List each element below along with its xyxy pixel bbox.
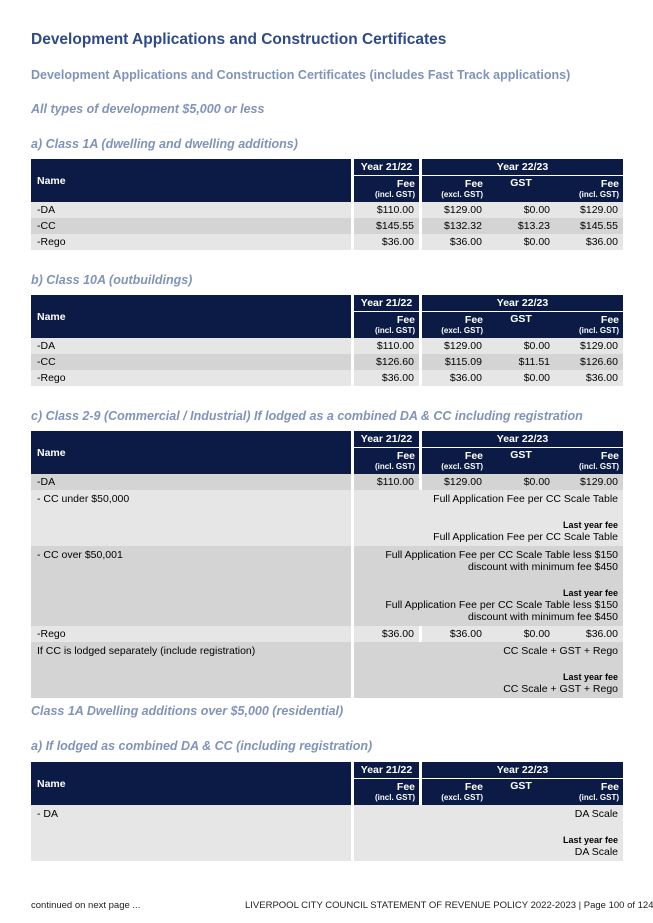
fee-prev: $110.00: [351, 474, 419, 490]
fee-last-year-text: Full Application Fee per CC Scale Table: [433, 531, 618, 543]
fee-description: [351, 490, 623, 546]
fee-gst: $0.00: [487, 202, 555, 218]
fee-gst: $0.00: [487, 234, 555, 250]
section-heading-all-types: All types of development $5,000 or less: [31, 102, 265, 116]
header-name: Name: [37, 446, 66, 459]
footer-continued: continued on next page ...: [31, 900, 141, 911]
table-c: [31, 431, 623, 698]
last-year-fee-label: Last year fee: [562, 835, 618, 845]
fee-incl: $36.00: [555, 626, 623, 642]
row-name: If CC is lodged separately (include registration): [31, 642, 351, 698]
row-name: -DA: [31, 202, 351, 218]
header-name: Name: [37, 310, 66, 323]
last-year-fee-label: Last year fee: [562, 520, 618, 530]
table-row: [31, 546, 623, 626]
table-a-heading: a) Class 1A (dwelling and dwelling additions): [31, 137, 298, 151]
fee-incl: $36.00: [555, 370, 623, 386]
table-row: [31, 202, 623, 218]
header-fee-excl: Fee: [419, 779, 487, 793]
table-row: [31, 338, 623, 354]
fee-excl: $36.00: [419, 370, 487, 386]
header-year-curr: Year 22/23: [419, 762, 623, 779]
header-gst: GST: [510, 780, 532, 792]
row-name: - CC under $50,000: [31, 490, 351, 546]
fee-incl: $145.55: [555, 218, 623, 234]
section-heading-over-5000: Class 1A Dwelling additions over $5,000 (residential): [31, 704, 344, 718]
row-name: -CC: [31, 354, 351, 370]
header-year-prev: Year 21/22: [351, 295, 419, 312]
table-row: [31, 354, 623, 370]
header-excl-gst: (excl. GST): [419, 190, 487, 202]
fee-incl: $126.60: [555, 354, 623, 370]
header-incl-gst: (incl. GST): [579, 326, 619, 335]
table-row: [31, 370, 623, 386]
header-fee-incl: Fee: [600, 450, 619, 462]
row-name: -DA: [31, 474, 351, 490]
fee-gst: $0.00: [487, 474, 555, 490]
fee-last-year-text: Full Application Fee per CC Scale Table less $150 discount with minimum fee $450: [385, 599, 618, 623]
fee-gst: $13.23: [487, 218, 555, 234]
fee-gst: $11.51: [487, 354, 555, 370]
table-d-heading: a) If lodged as combined DA & CC (including registration): [31, 739, 373, 753]
header-fee-excl: Fee: [419, 448, 487, 462]
fee-incl: $129.00: [555, 474, 623, 490]
footer-page-info: LIVERPOOL CITY COUNCIL STATEMENT OF REVENUE POLICY 2022-2023 | Page 100 of 124: [245, 900, 653, 911]
row-name: -DA: [31, 338, 351, 354]
fee-prev: $110.00: [351, 202, 419, 218]
fee-prev: $145.55: [351, 218, 419, 234]
table-row: [31, 626, 623, 642]
header-incl-gst-prev: (incl. GST): [351, 326, 419, 338]
fee-prev: $36.00: [351, 626, 419, 642]
header-fee-incl: Fee: [600, 178, 619, 190]
header-name: Name: [37, 174, 66, 187]
fee-excl: $115.09: [419, 354, 487, 370]
fee-current-text: CC Scale + GST + Rego: [503, 645, 618, 657]
fee-prev: $110.00: [351, 338, 419, 354]
header-fee-prev: Fee: [351, 448, 419, 462]
fee-description: [351, 642, 623, 698]
fee-gst: $0.00: [487, 370, 555, 386]
header-fee-prev: Fee: [351, 176, 419, 190]
table-row: [31, 805, 623, 861]
fee-prev: $126.60: [351, 354, 419, 370]
header-fee-excl: Fee: [419, 176, 487, 190]
fee-description: [351, 805, 623, 861]
row-name: -Rego: [31, 234, 351, 250]
fee-current-text: DA Scale: [574, 808, 618, 820]
fee-excl: $129.00: [419, 338, 487, 354]
table-b-heading: b) Class 10A (outbuildings): [31, 273, 193, 287]
row-name: -Rego: [31, 626, 351, 642]
fee-gst: $0.00: [487, 338, 555, 354]
table-a: [31, 159, 623, 250]
header-fee-prev: Fee: [351, 779, 419, 793]
last-year-fee-label: Last year fee: [562, 672, 618, 682]
fee-prev: $36.00: [351, 234, 419, 250]
table-c-heading: c) Class 2-9 (Commercial / Industrial) If lodged as a combined DA & CC including registration: [31, 409, 583, 423]
fee-current-text: Full Application Fee per CC Scale Table less $150 discount with minimum fee $450: [385, 549, 618, 573]
row-name: -Rego: [31, 370, 351, 386]
header-incl-gst-prev: (incl. GST): [351, 190, 419, 202]
header-excl-gst: (excl. GST): [419, 462, 487, 474]
fee-incl: $129.00: [555, 202, 623, 218]
header-gst: GST: [510, 313, 532, 325]
row-name: -CC: [31, 218, 351, 234]
table-b: [31, 295, 623, 386]
header-fee-incl: Fee: [600, 314, 619, 326]
fee-excl: $132.32: [419, 218, 487, 234]
row-name: - CC over $50,001: [31, 546, 351, 626]
fee-last-year-text: CC Scale + GST + Rego: [503, 683, 618, 695]
fee-excl: $36.00: [419, 626, 487, 642]
header-year-prev: Year 21/22: [351, 762, 419, 779]
header-gst: GST: [510, 177, 532, 189]
table-row: [31, 490, 623, 546]
page-title: Development Applications and Construction Certificates: [31, 31, 447, 48]
header-fee-prev: Fee: [351, 312, 419, 326]
fee-excl: $36.00: [419, 234, 487, 250]
header-name: Name: [37, 777, 66, 790]
fee-incl: $129.00: [555, 338, 623, 354]
table-row: [31, 234, 623, 250]
fee-last-year-text: DA Scale: [574, 846, 618, 858]
header-year-curr: Year 22/23: [419, 159, 623, 176]
header-fee-incl: Fee: [600, 781, 619, 793]
header-incl-gst-prev: (incl. GST): [351, 462, 419, 474]
row-name: - DA: [31, 805, 351, 861]
header-year-curr: Year 22/23: [419, 295, 623, 312]
table-d: [31, 762, 623, 861]
page-subtitle: Development Applications and Construction Certificates (includes Fast Track applications): [31, 68, 571, 82]
header-incl-gst-prev: (incl. GST): [351, 793, 419, 805]
header-excl-gst: (excl. GST): [419, 326, 487, 338]
last-year-fee-label: Last year fee: [562, 588, 618, 598]
header-excl-gst: (excl. GST): [419, 793, 487, 805]
header-incl-gst: (incl. GST): [579, 793, 619, 802]
fee-excl: $129.00: [419, 474, 487, 490]
header-year-prev: Year 21/22: [351, 159, 419, 176]
header-year-curr: Year 22/23: [419, 431, 623, 448]
fee-current-text: Full Application Fee per CC Scale Table: [433, 493, 618, 505]
header-incl-gst: (incl. GST): [579, 190, 619, 199]
table-row: [31, 642, 623, 698]
fee-incl: $36.00: [555, 234, 623, 250]
fee-description: [351, 546, 623, 626]
header-gst: GST: [510, 449, 532, 461]
table-row: [31, 474, 623, 490]
fee-excl: $129.00: [419, 202, 487, 218]
table-row: [31, 218, 623, 234]
header-year-prev: Year 21/22: [351, 431, 419, 448]
header-fee-excl: Fee: [419, 312, 487, 326]
fee-prev: $36.00: [351, 370, 419, 386]
fee-gst: $0.00: [487, 626, 555, 642]
header-incl-gst: (incl. GST): [579, 462, 619, 471]
